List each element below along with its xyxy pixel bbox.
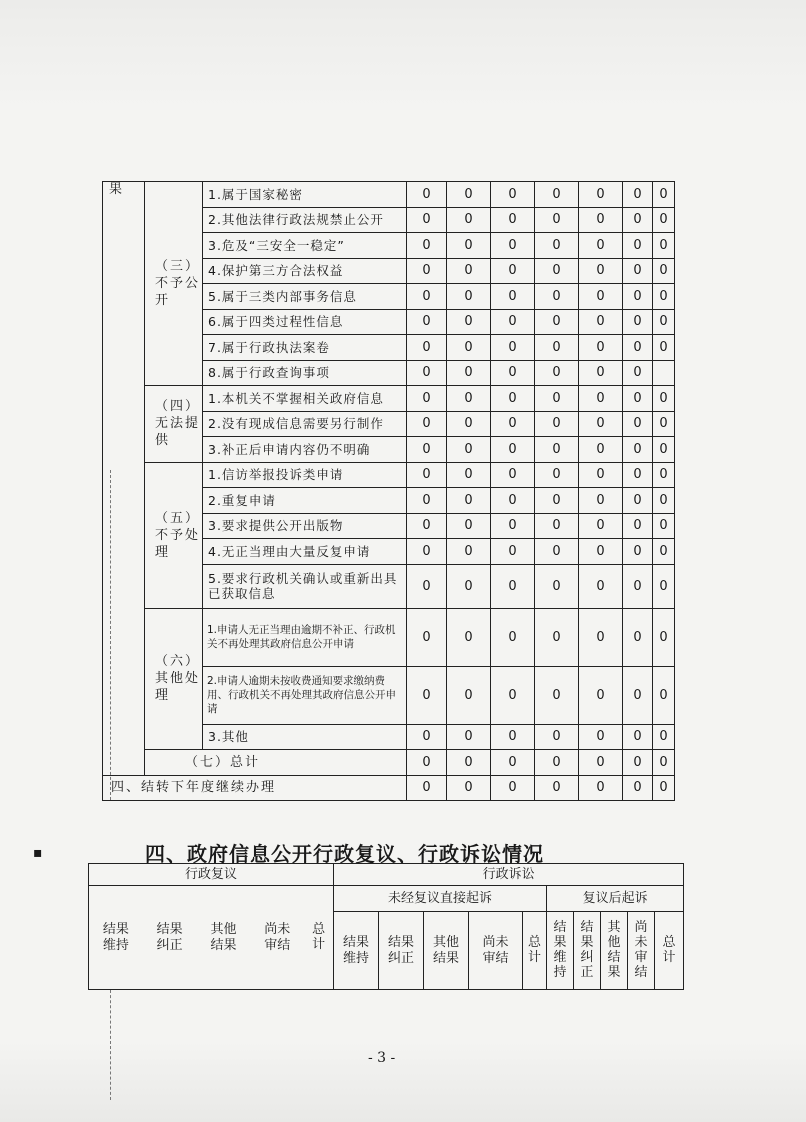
value-cell: 0 (653, 608, 675, 666)
direct-column-header: 结果纠正 (388, 934, 415, 966)
value-cell: 0 (653, 233, 675, 259)
direct-column-header: 结果维持 (343, 934, 370, 966)
table-row (103, 386, 675, 412)
group-label (145, 608, 203, 750)
value-cell: 0 (579, 335, 623, 361)
value-cell: 0 (653, 462, 675, 488)
value-cell: 0 (491, 724, 535, 750)
value-cell: 0 (653, 564, 675, 608)
value-cell: 0 (535, 539, 579, 565)
value-cell: 0 (491, 462, 535, 488)
value-cell: 0 (447, 488, 491, 514)
value-cell: 0 (491, 284, 535, 310)
value-cell: 0 (407, 309, 447, 335)
value-cell: 0 (535, 750, 579, 776)
group-label-line: 其他处 (155, 671, 201, 687)
item-label: 2.没有现成信息需要另行制作 (203, 411, 407, 437)
value-cell: 0 (447, 309, 491, 335)
value-cell: 0 (491, 564, 535, 608)
value-cell: 0 (579, 666, 623, 724)
scan-top-shade (0, 0, 806, 110)
value-cell: 0 (447, 775, 491, 801)
value-cell: 0 (407, 724, 447, 750)
value-cell: 0 (623, 258, 653, 284)
value-cell: 0 (653, 258, 675, 284)
item-label: 2.其他法律行政法规禁止公开 (203, 207, 407, 233)
value-cell: 0 (447, 608, 491, 666)
after-review-column-cell (547, 912, 574, 990)
value-cell: 0 (535, 775, 579, 801)
item-label: 2.重复申请 (203, 488, 407, 514)
item-label: 2.申请人逾期未按收费通知要求缴纳费用、行政机关不再处理其政府信息公开申请 (203, 666, 407, 724)
item-label: 1.信访举报投诉类申请 (203, 462, 407, 488)
value-cell: 0 (535, 437, 579, 463)
value-cell: 0 (579, 411, 623, 437)
item-label: 3.要求提供公开出版物 (203, 513, 407, 539)
value-cell: 0 (447, 539, 491, 565)
group-label-line: （三） (155, 259, 201, 274)
value-cell: 0 (579, 233, 623, 259)
value-cell: 0 (535, 284, 579, 310)
value-cell: 0 (535, 608, 579, 666)
disclosure-result-table (102, 181, 675, 801)
value-cell: 0 (447, 724, 491, 750)
value-cell: 0 (447, 750, 491, 776)
group-label-line: 理 (155, 544, 171, 560)
value-cell: 0 (623, 488, 653, 514)
group-label-line: （五） (155, 510, 201, 526)
group-label-line: 开 (155, 293, 171, 308)
value-cell: 0 (623, 360, 653, 386)
value-cell: 0 (535, 233, 579, 259)
review-columns-row (89, 922, 333, 954)
value-cell: 0 (535, 182, 579, 208)
value-cell: 0 (491, 539, 535, 565)
value-cell: 0 (579, 539, 623, 565)
item-label: 4.保护第三方合法权益 (203, 258, 407, 284)
value-cell: 0 (653, 775, 675, 801)
value-cell: 0 (491, 360, 535, 386)
value-cell: 0 (491, 258, 535, 284)
section-title: 四、政府信息公开行政复议、行政诉讼情况 (145, 842, 544, 866)
value-cell: 0 (623, 775, 653, 801)
value-cell: 0 (579, 284, 623, 310)
carry-row (103, 775, 675, 801)
review-column-header: 结果纠正 (156, 921, 183, 953)
after-review-column-cell (628, 912, 655, 990)
value-cell: 0 (623, 386, 653, 412)
direct-column-header: 尚未审结 (482, 934, 509, 966)
value-cell: 0 (491, 411, 535, 437)
direct-column-header: 总计 (528, 935, 542, 965)
review-litigation-table (88, 863, 684, 990)
value-cell: 0 (653, 411, 675, 437)
value-cell: 0 (407, 182, 447, 208)
value-cell: 0 (407, 335, 447, 361)
value-cell: 0 (579, 462, 623, 488)
value-cell: 0 (653, 207, 675, 233)
item-label: 3.其他 (203, 724, 407, 750)
value-cell (653, 360, 675, 386)
value-cell: 0 (623, 437, 653, 463)
value-cell: 0 (623, 724, 653, 750)
value-cell: 0 (623, 309, 653, 335)
group-label-line: （六） (155, 654, 201, 670)
value-cell: 0 (579, 724, 623, 750)
value-cell: 0 (653, 750, 675, 776)
value-cell: 0 (653, 284, 675, 310)
litigation-header: 行政诉讼 (334, 864, 684, 886)
value-cell: 0 (653, 182, 675, 208)
value-cell: 0 (447, 284, 491, 310)
value-cell: 0 (447, 513, 491, 539)
value-cell: 0 (407, 462, 447, 488)
value-cell: 0 (407, 488, 447, 514)
value-cell: 0 (579, 258, 623, 284)
value-cell: 0 (447, 666, 491, 724)
review-columns (89, 886, 334, 990)
value-cell: 0 (653, 437, 675, 463)
value-cell: 0 (579, 608, 623, 666)
group-label-line: 理 (155, 688, 171, 704)
value-cell: 0 (407, 411, 447, 437)
item-label: 5.属于三类内部事务信息 (203, 284, 407, 310)
item-label: 3.危及“三安全一稳定” (203, 233, 407, 259)
value-cell: 0 (447, 360, 491, 386)
value-cell: 0 (491, 666, 535, 724)
table-row (103, 462, 675, 488)
value-cell: 0 (491, 775, 535, 801)
value-cell: 0 (491, 608, 535, 666)
value-cell: 0 (623, 608, 653, 666)
review-header: 行政复议 (89, 864, 334, 886)
total-label: （七）总计 (145, 750, 407, 776)
carry-label: 四、结转下年度继续办理 (103, 775, 407, 801)
value-cell: 0 (491, 309, 535, 335)
item-label: 5.要求行政机关确认或重新出具已获取信息 (203, 564, 407, 608)
value-cell: 0 (447, 411, 491, 437)
value-cell: 0 (535, 309, 579, 335)
table-row (103, 608, 675, 666)
value-cell: 0 (407, 750, 447, 776)
direct-column-header: 其他结果 (433, 934, 460, 966)
value-cell: 0 (653, 539, 675, 565)
direct-suit-header: 未经复议直接起诉 (334, 886, 547, 912)
value-cell: 0 (447, 335, 491, 361)
value-cell: 0 (623, 513, 653, 539)
value-cell: 0 (535, 564, 579, 608)
page-number: - 3 - (368, 1050, 396, 1066)
value-cell: 0 (623, 666, 653, 724)
value-cell: 0 (535, 513, 579, 539)
value-cell: 0 (491, 233, 535, 259)
value-cell: 0 (491, 437, 535, 463)
value-cell: 0 (579, 309, 623, 335)
value-cell: 0 (623, 207, 653, 233)
value-cell: 0 (491, 335, 535, 361)
group-label-line: 供 (155, 433, 171, 449)
dashed-line-bottom (110, 990, 111, 1100)
value-cell: 0 (491, 207, 535, 233)
value-cell: 0 (407, 258, 447, 284)
value-cell: 0 (579, 386, 623, 412)
value-cell: 0 (653, 488, 675, 514)
value-cell: 0 (579, 207, 623, 233)
value-cell: 0 (407, 539, 447, 565)
after-review-header: 复议后起诉 (547, 886, 684, 912)
value-cell: 0 (407, 608, 447, 666)
value-cell: 0 (623, 233, 653, 259)
value-cell: 0 (407, 564, 447, 608)
review-column-header: 尚未审结 (264, 921, 291, 953)
value-cell: 0 (447, 258, 491, 284)
after-review-column-cell (574, 912, 601, 990)
value-cell: 0 (447, 564, 491, 608)
value-cell: 0 (407, 775, 447, 801)
total-row (103, 750, 675, 776)
review-column-header: 结果维持 (102, 921, 129, 953)
value-cell: 0 (407, 284, 447, 310)
group-label-line: （四） (155, 399, 201, 415)
value-cell: 0 (535, 335, 579, 361)
margin-mark: ▪ (33, 845, 43, 861)
item-label: 8.属于行政查询事项 (203, 360, 407, 386)
value-cell: 0 (407, 666, 447, 724)
group-label (145, 386, 203, 463)
value-cell: 0 (653, 724, 675, 750)
value-cell: 0 (491, 488, 535, 514)
value-cell: 0 (623, 462, 653, 488)
value-cell: 0 (407, 360, 447, 386)
value-cell: 0 (447, 233, 491, 259)
direct-column-cell (424, 912, 469, 990)
item-label: 1.申请人无正当理由逾期不补正、行政机关不再处理其政府信息公开申请 (203, 608, 407, 666)
value-cell: 0 (653, 666, 675, 724)
value-cell: 0 (579, 360, 623, 386)
value-cell: 0 (491, 182, 535, 208)
table-row (103, 182, 675, 208)
value-cell: 0 (535, 724, 579, 750)
direct-column-cell (379, 912, 424, 990)
value-cell: 0 (653, 513, 675, 539)
value-cell: 0 (447, 182, 491, 208)
value-cell: 0 (623, 284, 653, 310)
review-column-header: 总计 (312, 921, 326, 952)
value-cell: 0 (407, 233, 447, 259)
value-cell: 0 (623, 335, 653, 361)
value-cell: 0 (653, 309, 675, 335)
item-label: 6.属于四类过程性信息 (203, 309, 407, 335)
value-cell: 0 (579, 437, 623, 463)
group-label-line: 不予公 (155, 276, 201, 291)
after-review-column-header: 结果纠正 (580, 920, 594, 980)
value-cell: 0 (535, 360, 579, 386)
review-column-header: 其他结果 (210, 921, 237, 953)
value-cell: 0 (579, 775, 623, 801)
value-cell: 0 (579, 182, 623, 208)
value-cell: 0 (623, 539, 653, 565)
value-cell: 0 (535, 207, 579, 233)
value-cell: 0 (447, 462, 491, 488)
value-cell: 0 (407, 207, 447, 233)
value-cell: 0 (579, 513, 623, 539)
value-cell: 0 (447, 386, 491, 412)
value-cell: 0 (491, 386, 535, 412)
direct-column-cell (523, 912, 547, 990)
group-label (145, 462, 203, 608)
item-label: 3.补正后申请内容仍不明确 (203, 437, 407, 463)
value-cell: 0 (653, 386, 675, 412)
value-cell: 0 (579, 488, 623, 514)
item-label: 1.本机关不掌握相关政府信息 (203, 386, 407, 412)
value-cell: 0 (535, 386, 579, 412)
direct-column-cell (469, 912, 523, 990)
value-cell: 0 (407, 386, 447, 412)
value-cell: 0 (579, 564, 623, 608)
value-cell: 0 (447, 437, 491, 463)
value-cell: 0 (491, 750, 535, 776)
dashed-line-left (110, 470, 111, 800)
after-review-column-cell (655, 912, 684, 990)
value-cell: 0 (535, 258, 579, 284)
group-label-line: 不予处 (155, 527, 201, 543)
after-review-column-header: 尚未审结 (634, 920, 648, 980)
value-cell: 0 (407, 437, 447, 463)
value-cell: 0 (623, 564, 653, 608)
item-label: 4.无正当理由大量反复申请 (203, 539, 407, 565)
scan-bottom-shade (0, 1040, 806, 1122)
value-cell: 0 (623, 411, 653, 437)
value-cell: 0 (623, 750, 653, 776)
item-label: 7.属于行政执法案卷 (203, 335, 407, 361)
value-cell: 0 (535, 488, 579, 514)
value-cell: 0 (653, 335, 675, 361)
left-category-label: 果 (103, 182, 145, 776)
group-label-line: 无法提 (155, 416, 201, 432)
value-cell: 0 (407, 513, 447, 539)
value-cell: 0 (447, 207, 491, 233)
item-label: 1.属于国家秘密 (203, 182, 407, 208)
group-label (145, 182, 203, 386)
direct-column-cell (334, 912, 379, 990)
value-cell: 0 (579, 750, 623, 776)
value-cell: 0 (535, 666, 579, 724)
after-review-column-header: 总计 (662, 935, 676, 965)
value-cell: 0 (535, 462, 579, 488)
after-review-column-cell (601, 912, 628, 990)
after-review-column-header: 其他结果 (607, 920, 621, 980)
value-cell: 0 (623, 182, 653, 208)
after-review-column-header: 结果维持 (553, 920, 567, 980)
value-cell: 0 (491, 513, 535, 539)
value-cell: 0 (535, 411, 579, 437)
